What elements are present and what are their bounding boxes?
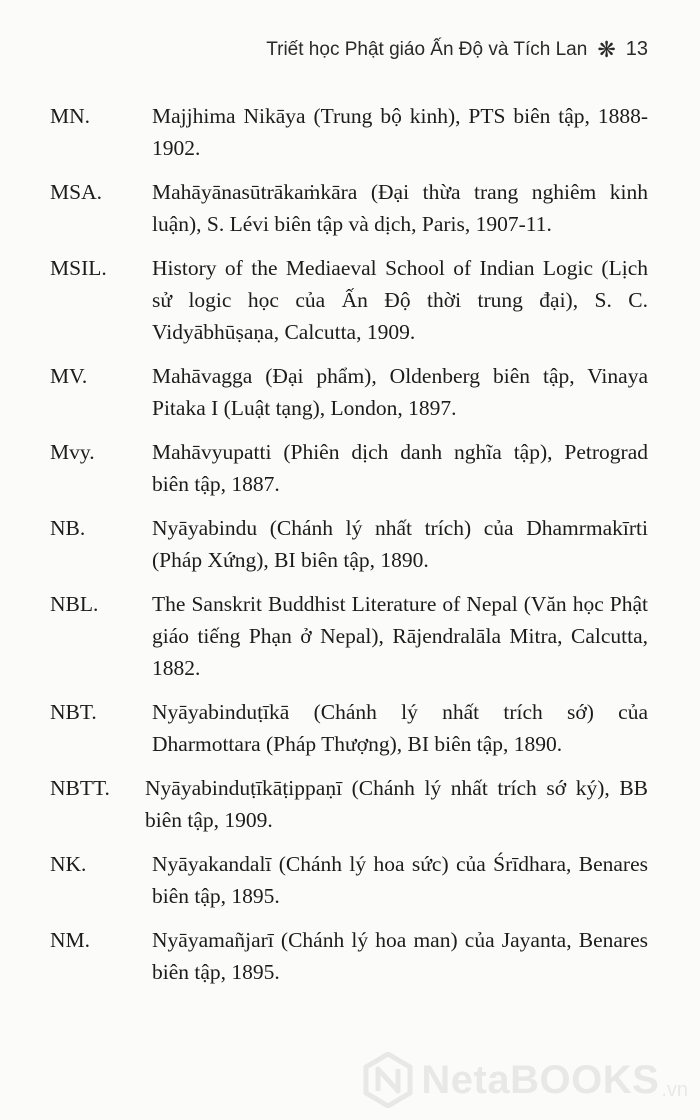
page-number: 13 (625, 38, 648, 60)
abbreviation-description: History of the Mediaeval School of Indian Logic (Lịch sử logic học của Ấn Độ thời trung đại), S. C. Vidyābhūṣaṇa, Calcutta, 1909. (152, 256, 648, 344)
abbreviation-description: Majjhima Nikāya (Trung bộ kinh), PTS biên tập, 1888-1902. (152, 104, 648, 160)
running-header (266, 38, 648, 61)
abbreviation-entry (0, 772, 700, 836)
abbreviation-description: Nyāyabinduṭīkāṭippaṇī (Chánh lý nhất trích sớ ký), BB biên tập, 1909. (145, 776, 648, 832)
running-title: Triết học Phật giáo Ấn Độ và Tích Lan (266, 38, 588, 60)
abbreviation-entry (0, 176, 700, 240)
abbreviation-entry (0, 588, 700, 684)
publisher-watermark (363, 1052, 688, 1108)
abbreviation-key: NM. (50, 928, 91, 952)
abbreviation-key: NBT. (50, 700, 97, 724)
abbreviation-key: NK. (50, 852, 87, 876)
abbreviation-entry (0, 848, 700, 912)
abbreviation-key: Mvy. (50, 440, 95, 464)
abbreviation-key: NB. (50, 516, 86, 540)
abbreviation-entry (0, 924, 700, 988)
abbreviation-description: Mahāvyupatti (Phiên dịch danh nghĩa tập), Petrograd biên tập, 1887. (152, 440, 648, 496)
abbreviation-entry (0, 360, 700, 424)
abbreviation-key: MSIL. (50, 256, 107, 280)
abbreviation-key: MV. (50, 364, 88, 388)
abbreviation-entry (0, 436, 700, 500)
abbreviation-key: NBL. (50, 592, 99, 616)
abbreviation-key: MSA. (50, 180, 102, 204)
abbreviation-entry (0, 696, 700, 760)
abbreviation-description: The Sanskrit Buddhist Literature of Nepal (Văn học Phật giáo tiếng Phạn ở Nepal), Rājendralāla Mitra, Calcutta, 1882. (152, 592, 648, 680)
abbreviation-description: Mahāyānasūtrākaṁkāra (Đại thừa trang nghiêm kinh luận), S. Lévi biên tập và dịch, Paris, 1907-11. (152, 180, 648, 236)
abbreviation-key: MN. (50, 104, 91, 128)
abbreviation-entry (0, 252, 700, 348)
abbreviation-description: Nyāyakandalī (Chánh lý hoa sức) của Śrīdhara, Benares biên tập, 1895. (152, 852, 648, 908)
watermark-suffix: .vn (661, 1079, 688, 1101)
abbreviation-key: NBTT. (50, 776, 110, 800)
abbreviation-description: Nyāyabinduṭīkā (Chánh lý nhất trích sớ) của Dharmottara (Pháp Thượng), BI biên tập, 1890. (152, 700, 648, 756)
ornament-separator-icon: ❋ (597, 36, 616, 62)
abbreviation-description: Mahāvagga (Đại phẩm), Oldenberg biên tập, Vinaya Pitaka I (Luật tạng), London, 1897. (152, 364, 648, 420)
abbreviation-entry (0, 100, 700, 164)
abbreviation-description: Nyāyabindu (Chánh lý nhất trích) của Dhamrmakīrti (Pháp Xứng), BI biên tập, 1890. (152, 516, 648, 572)
abbreviation-description: Nyāyamañjarī (Chánh lý hoa man) của Jayanta, Benares biên tập, 1895. (152, 928, 648, 984)
abbreviation-list (0, 100, 700, 1000)
abbreviation-entry (0, 512, 700, 576)
netabooks-logo-icon (363, 1052, 413, 1108)
watermark-brand: NetaBOOKS (421, 1057, 660, 1102)
